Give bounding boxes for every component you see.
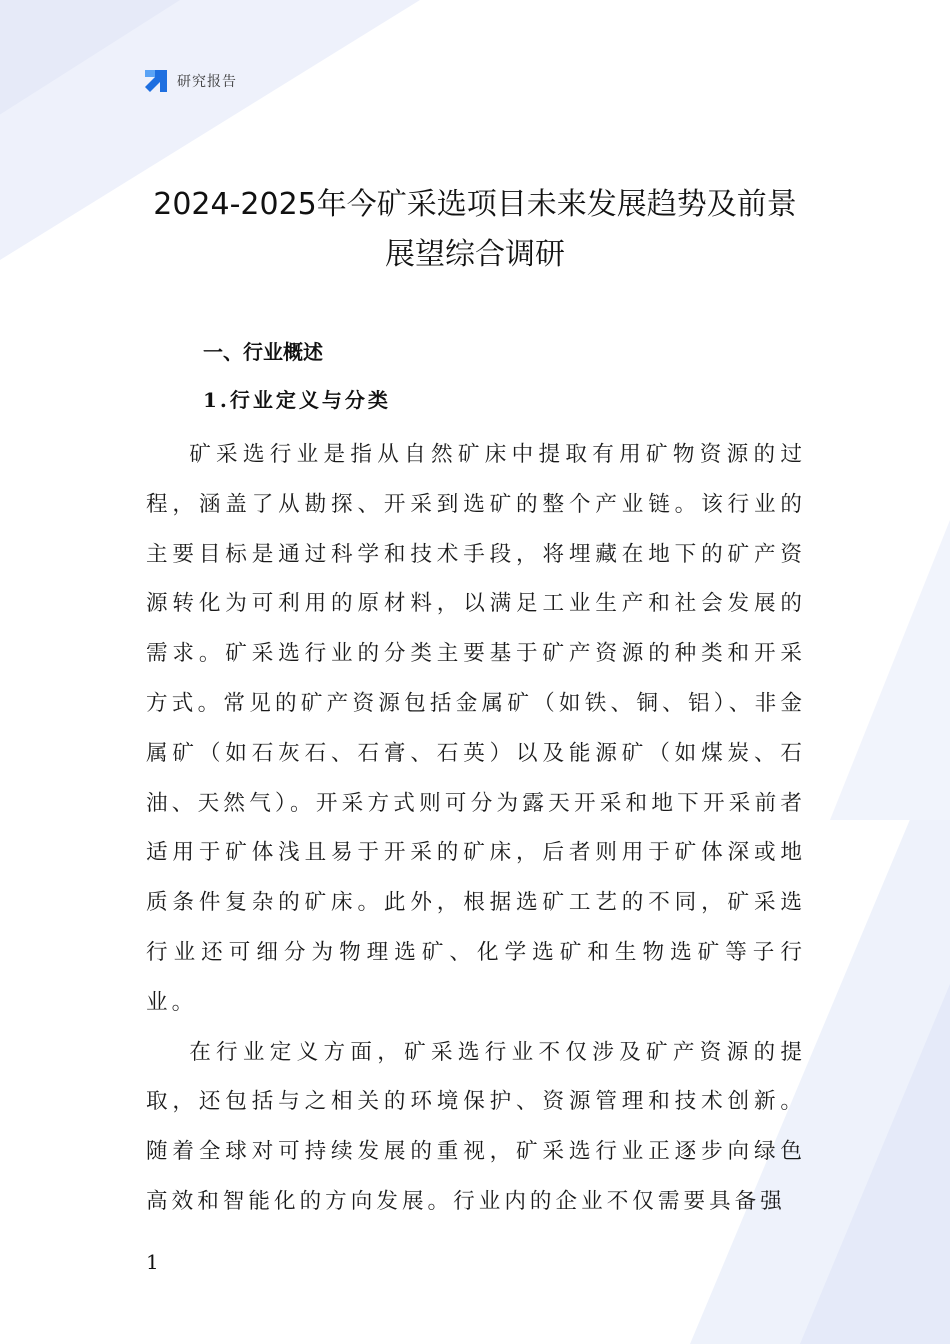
title-line-1: 2024-2025年今矿采选项目未来发展趋势及前景 [153, 187, 797, 222]
subsection-heading: 1.行业定义与分类 [203, 388, 391, 412]
page-number: 1 [146, 1250, 159, 1274]
paragraph-2: 在行业定义方面，矿采选行业不仅涉及矿产资源的提取，还包括与之相关的环境保护、资源管理和技术创新。随着全球对可持续发展的重视，矿采选行业正逐步向绿色高效和智能化的方向发展。行业内的企业不仅需要具备强 [146, 1039, 806, 1214]
title-line-2: 展望综合调研 [385, 237, 565, 272]
report-header [143, 68, 237, 94]
document-body [146, 330, 806, 1227]
paragraph-1: 矿采选行业是指从自然矿床中提取有用矿物资源的过程，涵盖了从勘探、开采到选矿的整个产业链。该行业的主要目标是通过科学和技术手段，将埋藏在地下的矿产资源转化为可利用的原材料，以满足工业生产和社会发展的需求。矿采选行业的分类主要基于矿产资源的种类和开采方式。常见的矿产资源包括金属矿（如铁、铜、铝）、非金属矿（如石灰石、石膏、石英）以及能源矿（如煤炭、石油、天然气）。开采方式则可分为露天开采和地下开采前者适用于矿体浅且易于开采的矿床，后者则用于矿体深或地质条件复杂的矿床。此外，根据选矿工艺的不同，矿采选行业还可细分为物理选矿、化学选矿和生物选矿等子行业。 [146, 442, 806, 1015]
header-label: 研究报告 [177, 74, 237, 90]
section-heading: 一、行业概述 [203, 340, 323, 364]
arrow-up-right-logo-icon [143, 68, 169, 94]
document-title [120, 180, 830, 280]
